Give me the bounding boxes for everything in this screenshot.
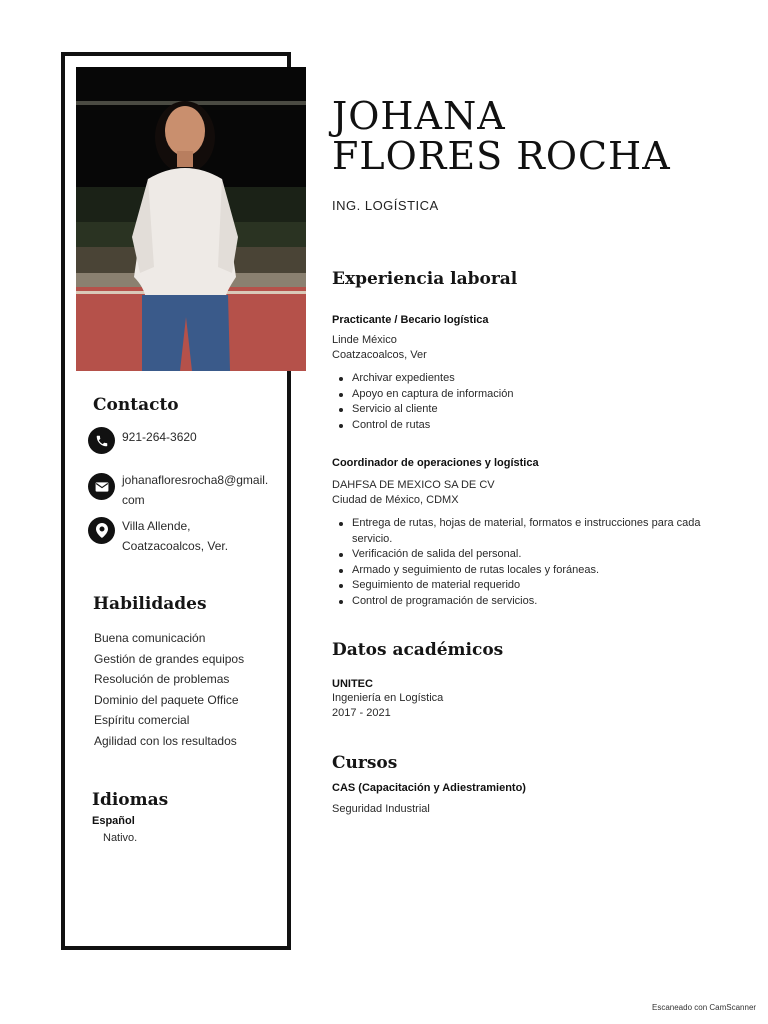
contact-email-row: [88, 470, 272, 510]
contact-address-row: [88, 516, 272, 556]
profile-photo: [76, 67, 306, 371]
scanner-watermark: Escaneado con CamScanner: [652, 1003, 757, 1012]
envelope-icon: [88, 473, 115, 500]
language-name: Español: [92, 815, 135, 827]
name-line1: JOHANA: [332, 94, 506, 138]
language-level: Nativo.: [103, 832, 138, 844]
list-item: Control de rutas: [352, 418, 722, 434]
education-degree: Ingeniería en Logística: [332, 692, 444, 704]
skill-item: Agilidad con los resultados: [94, 733, 237, 748]
experience-heading: Experiencia laboral: [332, 269, 518, 289]
list-item: Seguimiento de material requerido: [352, 578, 722, 594]
course-title: CAS (Capacitación y Adiestramiento): [332, 782, 526, 794]
job-title: Practicante / Becario logística: [332, 314, 489, 326]
education-school: UNITEC: [332, 678, 373, 690]
skill-item: Resolución de problemas: [94, 672, 230, 687]
contact-heading: Contacto: [93, 395, 179, 415]
job-location: Ciudad de México, CDMX: [332, 494, 459, 506]
contact-phone-row: [88, 427, 272, 454]
phone-icon: [88, 427, 115, 454]
course-item: Seguridad Industrial: [332, 803, 430, 815]
job-company: DAHFSA DE MEXICO SA DE CV: [332, 479, 495, 491]
job-duties-list: [352, 516, 722, 609]
list-item: Servicio al cliente: [352, 402, 722, 418]
skill-item: Buena comunicación: [94, 631, 206, 645]
courses-heading: Cursos: [332, 753, 398, 773]
job-duties-list: [352, 371, 722, 433]
list-item: Armado y seguimiento de rutas locales y foráneas.: [352, 563, 722, 579]
skills-list: [94, 628, 244, 752]
page-title: [332, 96, 671, 176]
contact-email-line2: com: [122, 493, 145, 507]
contact-address-line2: Coatzacoalcos, Ver.: [122, 539, 229, 553]
contact-email-line1: johanafloresrocha8@gmail.: [122, 473, 269, 487]
education-heading: Datos académicos: [332, 640, 504, 660]
list-item: Verificación de salida del personal.: [352, 547, 722, 563]
list-item: Archivar expedientes: [352, 371, 722, 387]
skills-heading: Habilidades: [93, 594, 207, 614]
list-item: Control de programación de servicios.: [352, 594, 722, 610]
map-pin-icon: [88, 517, 115, 544]
name-line2: FLORES ROCHA: [332, 134, 671, 178]
skill-item: Espíritu comercial: [94, 713, 190, 728]
skill-item: Gestión de grandes equipos: [94, 651, 245, 666]
skill-item: Dominio del paquete Office: [94, 692, 239, 707]
job-title: Coordinador de operaciones y logística: [332, 457, 539, 469]
languages-heading: Idiomas: [92, 790, 169, 810]
job-company: Linde México: [332, 334, 397, 346]
education-years: 2017 - 2021: [332, 707, 391, 719]
contact-address-line1: Villa Allende,: [122, 519, 191, 533]
job-location: Coatzacoalcos, Ver: [332, 349, 427, 361]
list-item: Entrega de rutas, hojas de material, formatos e instrucciones para cada servicio.: [352, 516, 722, 547]
job-role: ING. LOGÍSTICA: [332, 198, 439, 213]
list-item: Apoyo en captura de información: [352, 387, 722, 403]
contact-phone: 921-264-3620: [122, 430, 197, 444]
